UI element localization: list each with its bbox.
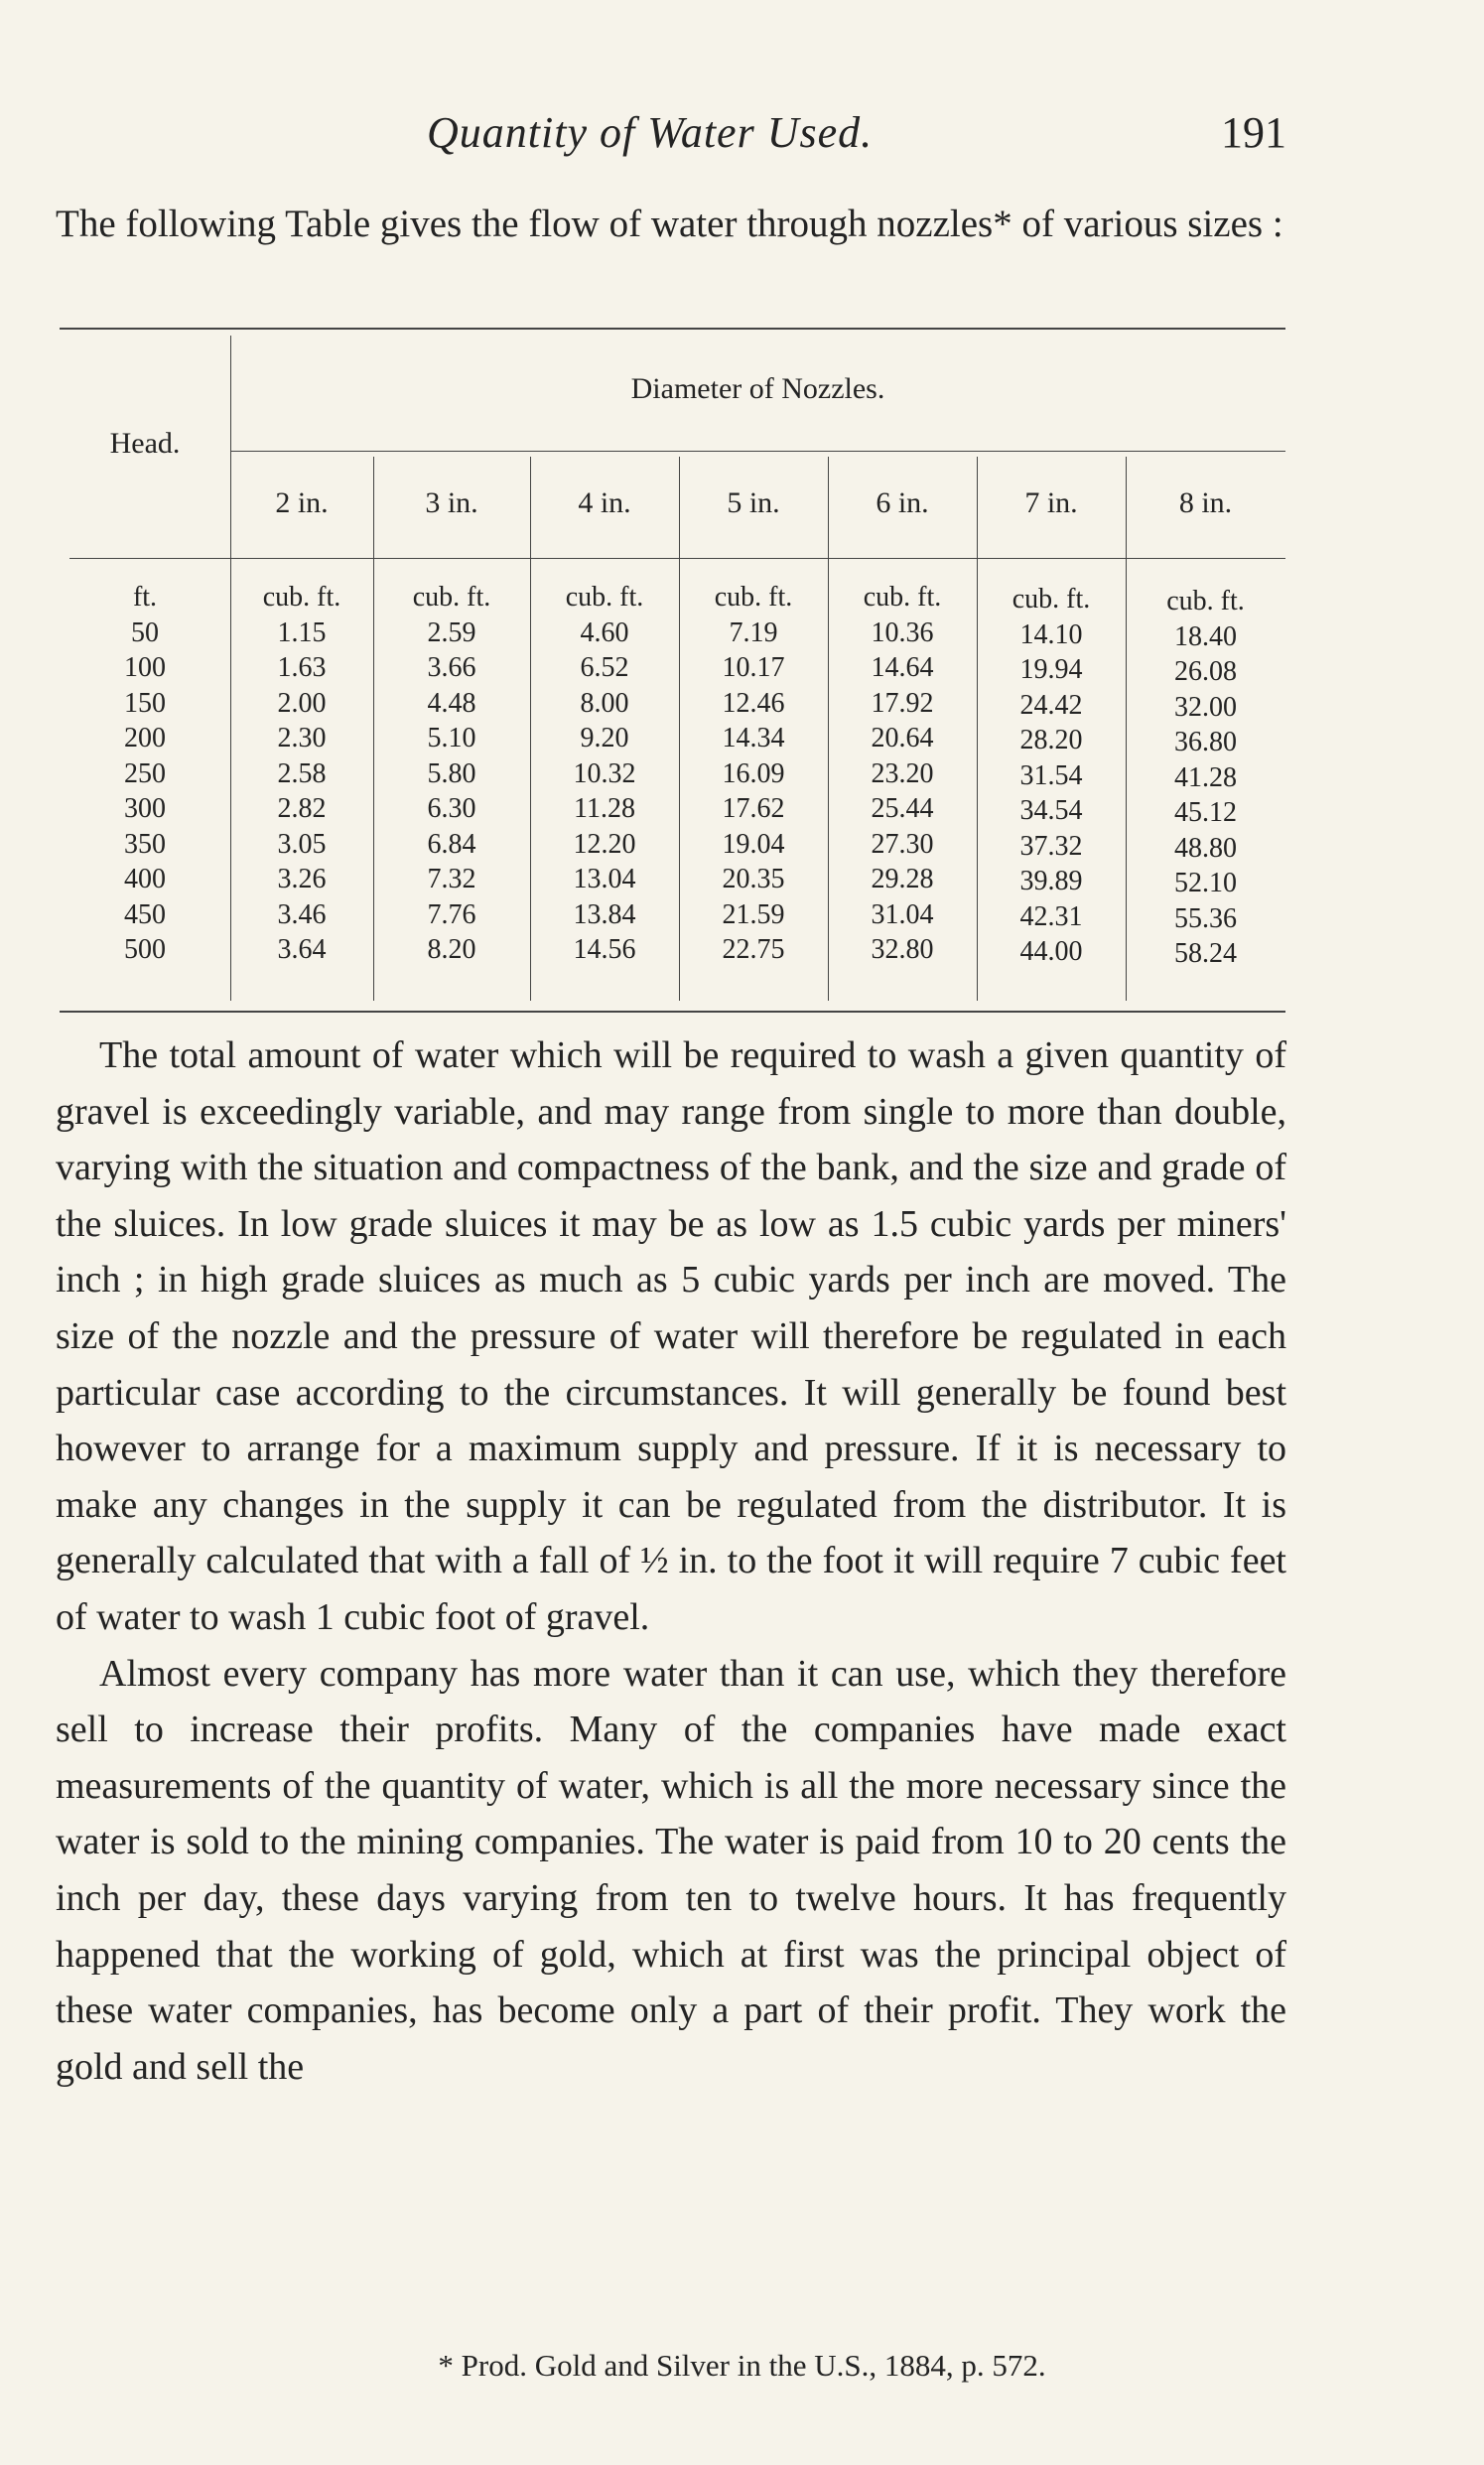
table-cell: 31.54 xyxy=(1019,759,1083,791)
column-header-8in: 8 in. xyxy=(1178,486,1233,519)
table-cell: 2.59 xyxy=(427,616,476,648)
table-cell: 14.34 xyxy=(722,723,785,753)
flow-unit: cub. ft. xyxy=(412,582,491,613)
running-title: Quantity of Water Used. xyxy=(427,108,874,157)
table-cell: 12.20 xyxy=(573,828,636,860)
table-cell: 45.12 xyxy=(1174,797,1237,828)
table-cell: 32.00 xyxy=(1174,691,1237,723)
table-cell: 10.32 xyxy=(573,757,636,789)
table-cell: 29.28 xyxy=(871,864,934,894)
table-bottom-rule xyxy=(60,1011,1285,1013)
table-cell: 20.64 xyxy=(871,723,934,753)
table-cell: 28.20 xyxy=(1019,725,1083,755)
column-header-6in: 6 in. xyxy=(876,486,929,519)
table-cell: 10.17 xyxy=(722,652,785,683)
flow-column-7in xyxy=(977,582,1126,970)
head-column xyxy=(60,580,230,968)
table-cell: 3.46 xyxy=(277,898,327,930)
table-cell: 6.84 xyxy=(427,828,476,860)
table-cell: 13.84 xyxy=(573,898,636,930)
table-cell: 21.59 xyxy=(722,898,785,930)
table-cell: 14.64 xyxy=(871,652,934,683)
table-cell: 41.28 xyxy=(1174,761,1237,793)
table-cell: 34.54 xyxy=(1019,795,1083,826)
table-cell: 3.26 xyxy=(277,864,327,894)
table-cell: 1.63 xyxy=(277,652,327,683)
table-cell: 2.30 xyxy=(277,723,327,753)
flow-column-2in xyxy=(230,580,373,968)
page-number: 191 xyxy=(1221,108,1286,157)
table-cell: 250 xyxy=(124,757,166,789)
footnote: * Prod. Gold and Silver in the U.S., 1884, p. 572. xyxy=(438,2348,1046,2383)
table-top-rule xyxy=(60,328,1285,330)
column-header-2in: 2 in. xyxy=(275,486,329,519)
table-cell: 500 xyxy=(124,934,166,965)
table-cell: 11.28 xyxy=(574,793,635,824)
table-cell: 39.89 xyxy=(1019,866,1083,896)
flow-unit: cub. ft. xyxy=(714,582,793,613)
table-cell: 55.36 xyxy=(1174,902,1237,934)
table-cell: 7.76 xyxy=(427,898,476,930)
table-cell: 18.40 xyxy=(1174,620,1237,652)
flow-unit: cub. ft. xyxy=(1166,586,1245,616)
table-cell: 200 xyxy=(124,723,166,753)
table-cell: 3.05 xyxy=(277,828,327,860)
table-cell: 2.00 xyxy=(277,687,327,719)
table-cell: 450 xyxy=(124,898,166,930)
table-cell: 150 xyxy=(124,687,166,719)
running-head xyxy=(0,107,1484,167)
flow-unit: cub. ft. xyxy=(262,582,341,613)
table-cell: 13.04 xyxy=(573,864,636,894)
table-cell: 9.20 xyxy=(580,723,629,753)
intro-text: The following Table gives the flow of water through nozzles* of various sizes : xyxy=(56,203,1283,245)
flow-column-8in xyxy=(1126,584,1285,972)
table-cell: 1.15 xyxy=(277,616,327,648)
table-cell: 25.44 xyxy=(871,793,934,824)
table-cell: 5.80 xyxy=(427,757,476,789)
table-cell: 44.00 xyxy=(1019,936,1083,967)
table-cell: 3.64 xyxy=(277,934,327,965)
table-cell: 27.30 xyxy=(871,828,934,860)
table-cell: 31.04 xyxy=(871,898,934,930)
table-cell: 19.04 xyxy=(722,828,785,860)
header-bottom-rule xyxy=(69,558,1285,559)
column-header-7in: 7 in. xyxy=(1024,486,1078,519)
table-cell: 10.36 xyxy=(871,616,934,648)
table-cell: 22.75 xyxy=(722,934,785,965)
table-cell: 14.10 xyxy=(1019,618,1083,650)
table-cell: 5.10 xyxy=(427,723,476,753)
table-cell: 100 xyxy=(124,652,166,683)
table-cell: 8.00 xyxy=(580,687,629,719)
flow-unit: cub. ft. xyxy=(565,582,644,613)
table-cell: 42.31 xyxy=(1019,900,1083,932)
table-cell: 7.19 xyxy=(729,616,778,648)
table-cell: 23.20 xyxy=(871,757,934,789)
nozzle-flow-table xyxy=(60,328,1285,1013)
table-cell: 6.30 xyxy=(427,793,476,824)
table-cell: 32.80 xyxy=(871,934,934,965)
table-cell: 37.32 xyxy=(1019,830,1083,862)
column-header-4in: 4 in. xyxy=(578,486,631,519)
column-header-3in: 3 in. xyxy=(425,486,478,519)
paragraph-water-companies: Almost every company has more water than it can use, which they therefore sell to increase their profits. Many of the companies have made exact measurements of the quantity of water, which is all the more necessary since the water is sold to the mining companies. The water is paid from 10 to 20 cents the inch per day, these days varying from ten to twelve hours. It has frequently happened that the working of gold, which at first was the principal object of these water companies, has become only a part of their profit. They work the gold and sell the xyxy=(56,1652,1286,2088)
header-divider-rule xyxy=(230,451,1285,452)
table-cell: 36.80 xyxy=(1174,727,1237,757)
table-cell: 2.82 xyxy=(277,793,327,824)
diameter-group-header: Diameter of Nozzles. xyxy=(630,372,885,405)
head-column-header: Head. xyxy=(109,427,181,460)
flow-column-5in xyxy=(679,580,828,968)
table-cell: 2.58 xyxy=(277,757,327,789)
table-cell: 19.94 xyxy=(1019,654,1083,685)
table-cell: 350 xyxy=(124,828,166,860)
table-cell: 26.08 xyxy=(1174,656,1237,687)
flow-column-4in xyxy=(530,580,679,968)
table-cell: 20.35 xyxy=(722,864,785,894)
table-cell: 17.92 xyxy=(871,687,934,719)
table-cell: 12.46 xyxy=(722,687,785,719)
table-cell: 24.42 xyxy=(1019,689,1083,721)
table-cell: 58.24 xyxy=(1174,938,1237,969)
table-cell: 4.48 xyxy=(427,687,476,719)
table-cell: 6.52 xyxy=(580,652,629,683)
flow-column-6in xyxy=(828,580,977,968)
table-cell: 52.10 xyxy=(1174,868,1237,898)
column-header-5in: 5 in. xyxy=(727,486,780,519)
table-cell: 400 xyxy=(124,864,166,894)
table-cell: 14.56 xyxy=(573,934,636,965)
head-unit: ft. xyxy=(132,582,158,613)
table-cell: 50 xyxy=(131,616,159,648)
table-cell: 4.60 xyxy=(580,616,629,648)
table-cell: 7.32 xyxy=(427,864,476,894)
flow-unit: cub. ft. xyxy=(1012,584,1091,615)
paragraph-water-amount: The total amount of water which will be required to wash a given quantity of gravel is exceedingly variable, and may range from single to more than double, varying with the situation and compactness of the bank, and the size and grade of the sluices. In low grade sluices it may be as low as 1.5 cubic yards per miners' inch ; in high grade sluices as much as 5 cubic yards per inch are moved. The size of the nozzle and the pressure of water will therefore be regulated in each particular case according to the circumstances. It will generally be found best however to arrange for a maximum supply and pressure. If it is necessary to make any changes in the supply it can be regulated from the distributor. It is generally calculated that with a fall of ½ in. to the foot it will require 7 cubic feet of water to wash 1 cubic foot of gravel. xyxy=(56,1034,1286,1638)
table-cell: 48.80 xyxy=(1174,832,1237,864)
flow-column-3in xyxy=(373,580,530,968)
table-cell: 16.09 xyxy=(722,757,785,789)
table-cell: 17.62 xyxy=(722,793,785,824)
body-text xyxy=(56,1027,1286,2095)
flow-unit: cub. ft. xyxy=(863,582,942,613)
table-cell: 3.66 xyxy=(427,652,476,683)
table-cell: 300 xyxy=(124,793,166,824)
table-cell: 8.20 xyxy=(427,934,476,965)
